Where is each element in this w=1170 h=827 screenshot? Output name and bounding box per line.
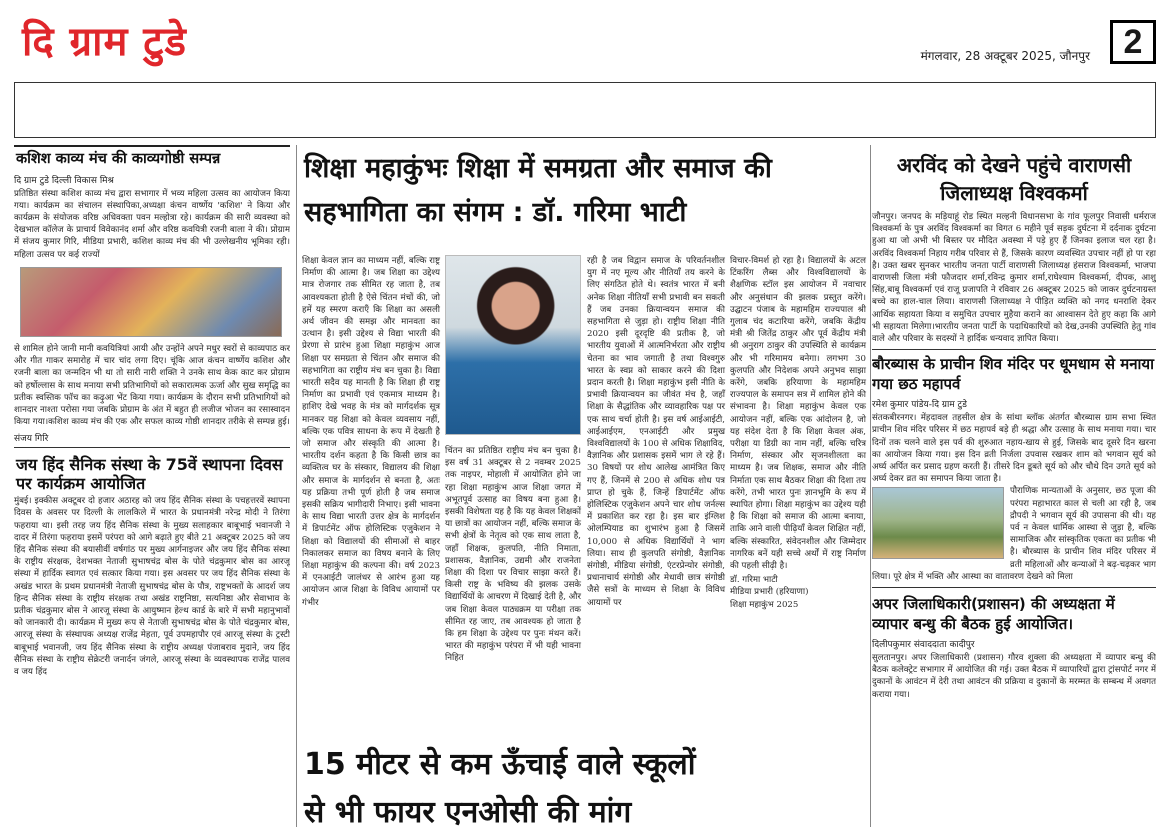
story-column: चिंतन का प्रतिष्ठित राष्ट्रीय मंच बन चुका है। इस वर्ष 31 अक्टूबर से 2 नवम्बर 2025 तक नाइपर, मोहाली में आयोजित होने जा रहा शिक्षा महाकुंभ आज शिक्षा जगत में अभूतपूर्व उत्साह का विषय बना हुआ है। इसकी विशेषता यह है कि यह केवल शिक्षकों या छात्रों का आयोजन नहीं, बल्कि समाज के सभी क्षेत्रों के नेतृत्व को एक साथ लाता है, जहाँ शिक्षक, कुलपति, नीति निमाता, प्रशासक, वैज्ञानिक, उद्यमी और राजनेता शिक्षा की दिशा पर विचार साझा करते हैं। किसी राष्ट्र के भविष्य की झलक उसके विद्यार्थियों के आचरण में दिखाई देती है, और जब शिक्षा केवल पाठ्यक्रम या परीक्षा तक सीमित रह जाए, तब आवश्यक हो जाता है कि हम शिक्षा के उद्देश्य पर पुनः मंथन करें। भारत की महाकुंभ परंपरा में भी यही भावना निहित [445,446,581,664]
advertisement-box [14,82,1156,138]
column-divider [870,145,871,827]
newspaper-brand: दि ग्राम टुडे [22,19,187,65]
left-column [14,145,290,827]
story-column: रही है जब विद्वान समाज के परिवर्तनशील युग में नए मूल्य और नीतियाँ तय करने के लिए संगठित होते थे। स्वतंत्र भारत में बनी अनेक शिक्षा नीतियाँ सभी प्रभावी बन सकती हैं जब उनका क्रियान्वयन समाज की सहभागिता से जुड़ा हो। राष्ट्रीय शिक्षा नीति 2020 इसी दूरदृष्टि की प्रतीक है, जो भारतीय युवाओं में आत्मनिर्भरता और राष्ट्रीय चेतना का भाव जगाती है तथा विश्वगुरु भारत के स्वप्न को साकार करने की दिशा प्रदान करती है। शिक्षा महाकुंभ इसी नीति के प्रभावी क्रियान्वयन का जीवंत मंच है, जहाँ शिक्षा के सैद्धांतिक और व्यावहारिक पक्ष पर एक साथ चर्चा होती है। इस वर्ष आईआईटी, आईआईएम, एनआईटी और प्रमुख विश्वविद्यालयों के 100 से अधिक शिक्षाविद, वैज्ञानिक और प्रशासक इसमें भाग ले रहे हैं। 30 विषयों पर शोध आलेख आमंत्रित किए गए हैं, जिनमें से 200 से अधिक शोध पत्र प्राप्त हो चुके हैं, जिन्हें डिपार्टमेंट ऑफ होलिस्टिक एजुकेशन अपने चार शोध जर्नल्स में प्रकाशित कर रहा है। इस बार इंग्लिश ओलम्पियाड का शुभारंभ हुआ है जिसमें 10,000 से अधिक विद्यार्थियों ने भाग लिया। साथ ही कुलपति संगोष्ठी, वैज्ञानिक संगोष्ठी, मीडिया संगोष्ठी, एंटरप्रेन्योर संगोष्ठी, प्रधानाचार्य संगोष्ठी और मेधावी छात्र संगोष्ठी जैसे सत्रों के माध्यम से शिक्षा के विविध आयामों पर [587,256,725,608]
author-name: डॉ. गरिमा भाटी [730,575,778,586]
event-photo [20,267,282,337]
dateline: मंगलवार, 28 अक्टूबर 2025, जौनपुर [920,49,1090,63]
story-column: शिक्षा केवल ज्ञान का माध्यम नहीं, बल्कि राष्ट्र निर्माण की आत्मा है। जब शिक्षा का उद्देश्य मात्र रोजगार तक सीमित रह जाता है, तब आवश्यकता होती है ऐसे चिंतन मंचों की, जो हमें यह स्मरण कराएँ कि शिक्षा का असली अर्थ जीवन की समझ और मानवता का उत्थान है। इसी उद्देश्य से विद्या भारती की प्रेरणा से प्रारंभ हुआ शिक्षा महाकुंभ आज शिक्षा पर समग्रता से चिंतन और समाज की सहभागिता का राष्ट्रीय मंच बन चुका है। विद्या भारती सदैव यह मानती है कि शिक्षा ही राष्ट्र निर्माण का प्रभावी एवं एकमात्र माध्यम है। हाशिए देखे भवह के मंत्र को मार्गदर्शक सूत्र मानकर यह शिक्षा को केवल व्यवसाय नहीं, बल्कि एक पवित्र साधना के रूप में देखती है जो समाज और संस्कृति की आत्मा है।भारतीय दर्शन कहता है कि किसी छात्र का व्यक्तित्व घर के संस्कार, विद्यालय की शिक्षा और समाज के मार्गदर्शन से बनता है, अतः यह प्रक्रिया तभी पूर्ण होती है जब समाज इसकी सक्रिय भागीदारी निभाए। इसी भावना के साथ विद्या भारती उत्तर क्षेत्र के मार्गदर्शन में डिपार्टमेंट ऑफ होलिस्टिक एजुकेशन ने शिक्षा को विद्यालयों की सीमाओं से बाहर निकालकर समाज का विषय बनाने के लिए शिक्षा महाकुंभ की कल्पना की। वर्ष 2023 में एनआईटी जालंधर से आरंभ हुआ यह आयोजन आज शिक्षा के विविध आयामों पर गंभीर [302,256,440,608]
story-body: सुलतानपुर। अपर जिलाधिकारी (प्रशासन) गौरव शुक्ला की अध्यक्षता में व्यापार बन्धु की बैठक कलेक्ट्रेट सभागार में आयोजित की गई। उक्त बैठक में व्यापारियों द्वारा ट्रांसपोर्ट नगर में दुकानों के आवंटन में देरी तथा आवंटन की प्रक्रिया व दुकानों के मरम्मत के सम्बन्ध में अवगत कराया गया। [872,653,1156,700]
story-divider [14,447,290,448]
story-headline: अपर जिलाधिकारी(प्रशासन) की अध्यक्षता में व्यापार बन्धु की बैठक हुई आयोजित। [872,595,1115,634]
masthead [0,0,1170,80]
author-photo [445,255,581,435]
story-photo-block [872,485,1156,583]
story-headline: जय हिंद सैनिक संस्था के 75वें स्थापना दिवस पर कार्यक्रम आयोजित [16,455,283,493]
second-headline-line: 15 मीटर से कम ऊँचाई वाले स्कूलों [304,747,696,782]
story-body: से शामिल होने जानी मानी कवयित्रियां आयी और उन्होंने अपने मधुर स्वरों से काव्यपाठ कर और गीत गाकर समारोह में चार चांद लगा दिए। चूंकि आज कंचन वार्ष्णेय कशिश और रजनी बाला का जन्मदिन भी था तो सारी नारी शक्ति ने उनके साथ केक काट कर प्रोग्राम को हर्षोल्लास के साथ मनाया सभी प्रतिभागियों को सकारात्मक ऊर्जा और सुख समृद्धि का प्रतीक स्वस्तिक फॉच का कढ़ुआ भेंट किया गया। कार्यक्रम के दौरान सभी प्रतिभागियों को शानदार नाश्ता परोसा गया जबकि प्रोग्राम के अंत में बहुत ही लजीज भोजन का रसास्वादन किया गया।कशिश काव्य मंच की एक और सफल काव्य गोष्ठी शानदार तरीके से सम्पन्न हुई। [14,343,290,428]
story-signoff: संजय गिरि [14,434,49,445]
story-byline: दि ग्राम टुडे दिल्ली विकास मिश्र [14,175,114,186]
story-body: पौराणिक मान्यताओं के अनुसार, छठ पूजा की परंपरा महाभारत काल से चली आ रही है, जब द्रौपदी ने भगवान सूर्य की उपासना की थी। यह पर्व न केवल धार्मिक आस्था से जुड़ा है, बल्कि सामाजिक और सांस्कृतिक एकता का प्रतीक भी है। बौरब्यास के प्राचीन शिव मंदिर परिसर में व्रती महिलाओं और कन्याओं ने बढ़-चढ़कर भाग लिया। पूरे क्षेत्र में भक्ति और आस्था का वातावरण देखने को मिला [872,486,1156,582]
page-number: 2 [1110,20,1156,64]
story-column [730,255,866,611]
author-role: मीडिया प्रभारी (हरियाणा) [730,587,809,598]
story-headline: अरविंद को देखने पहुंचे वाराणसी जिलाध्यक्ष विश्वकर्मा [896,153,1132,205]
chhath-photo [872,487,1004,559]
story-divider [872,587,1156,588]
story-column-text: विचार-विमर्श हो रहा है। विद्यालयों के अटल टिंकरिंग लैब्स और विश्वविद्यालयों के शैक्षणिक स्टॉल इस आयोजन में नवाचार और अनुसंधान की झलक प्रस्तुत करेंगे। उद्घाटन पंजाब के महामहिम राज्यपाल श्री गुलाब चंद कटारिया करेंगे, जबकि केंद्रीय मंत्री श्री जितेंद्र ठाकुर और पूर्व केंद्रीय मंत्री श्री अनुराग ठाकुर की उपस्थिति से कार्यक्रम और भी गरिमामय बनेगा। लगभग 30 कुलपति और निदेशक अपने अनुभव साझा करेंगे, जबकि हरियाणा के महामहिम राज्यपाल के समापन सत्र में शामिल होने की संभावना है। शिक्षा महाकुंभ केवल एक आयोजन नहीं, बल्कि एक आंदोलन है, जो यह संदेश देता है कि शिक्षा केवल अंक, परीक्षा या डिग्री का नाम नहीं, बल्कि चरित्र निर्माण, संस्कार और सृजनशीलता का माध्यम है। जब शिक्षक, समाज और नीति निर्माता एक साथ बैठकर शिक्षा की दिशा तय करेंगे, तभी भारत पुनः ज्ञानभूमि के रूप में स्थापित होगा। शिक्षा महाकुंभ का उद्देश्य यही है कि शिक्षा को समाज की आत्मा बनाया, ताकि आने वाली पीढ़ियाँ केवल शिक्षित नहीं, बल्कि संस्कारित, संवेदनशील और जिम्मेदार नागरिक बनें यही सच्चे अर्थों में राष्ट्र निर्माण की पहली सीढ़ी है। [730,256,866,572]
column-divider [296,145,297,827]
lead-headline: शिक्षा महाकुंभः शिक्षा में समग्रता और समाज की सहभागिता का संगम : डॉ. गरिमा भाटी [304,153,772,228]
story-body: जौनपुर। जनपद के मड़ियाहूं रोड स्थित मल्हनी विधानसभा के गांव फूलपुर निवासी धर्मराज विश्वकर्मा के पुत्र अरविंद विश्वकर्मा का विगत 6 महीने पूर्व सड़क दुर्घटना में दर्दनाक दुर्घटना हुआ था जो अभी भी बिस्तर पर मौदित अवस्था में पड़े हुए हैं जिनका इलाज चल रहा है। अरविंद विश्वकर्मा निहाय गरीब परिवार से हैं, जिसके कारण व्यवस्थित उपचार नहीं हो पा रहा है। उक्त खबर सुनकर भारतीय जनता पार्टी वाराणसी जिलाध्यक्ष हंसराज विश्वकर्मा, भाजपा वाराणसी जिला मंत्री फौजदार शर्मा,रविन्द्र कुमार शर्मा,राघेश्याम विश्वकर्मा, दीपक, आशु सिंह,बाबू विश्वकर्मा एवं राजू प्रजापति ने रविवार 26 अक्टूबर 2025 को जाकर दुर्घटनाग्रस्त बच्चे का हाल-चाल लिया। वाराणसी जिलाध्यक्ष ने पीड़ित व्यक्ति को नगद धनराशि देकर आर्थिक सहायता किया व समुचित उपचार मुहैया कराने का आश्वासन देते हुए कहा कि आगे भी सहायता मिलेगा।भारतीय जनता पार्टी के पदाधिकारियों को देख,उनकी उपस्थिति हेतु गांव वाले और परिवार के सदस्यों ने हार्दिक धन्यवाद ज्ञापित किया। [872,212,1156,345]
story-headline: बौरब्यास के प्राचीन शिव मंदिर पर धूमधाम से मनाया गया छठ महापर्व [872,355,1155,394]
story-body: संतकबीरनगर। मेंहदावल तहसील क्षेत्र के सांथा ब्लॉक अंतर्गत बौरब्यास ग्राम सभा स्थित प्राचीन शिव मंदिर परिसर में छठ महापर्व बड़े ही श्रद्धा और उत्साह के साथ मनाया गया। चार दिनों तक चलने वाले इस पर्व की शुरुआत नहाय-खाय से हुई, जिसके बाद दूसरे दिन खरना का आयोजन किया गया। इस दिन व्रती निर्जला उपवास रखकर शाम को भगवान सूर्य को अर्घ्य अर्पित कर प्रसाद ग्रहण करती हैं। तीसरे दिन डूबते सूर्य को और चौथे दिन उगते सूर्य को अर्घ्य देकर व्रत का समापन किया जाता है। [872,413,1156,485]
story-headline: कशिश काव्य मंच की काव्यगोष्ठी सम्पन्न [16,151,221,167]
story-body: मुंबई। इक्कीस अक्टूबर दो हजार अठारह को जय हिंद सैनिक संस्था के पचहत्तरवें स्थापना दिवस के अवसर पर दिल्ली के लालकिले में भारत के प्रधानमंत्री नरेन्द्र मोदी ने तिरंगा फहराया था। इसी तरह जय हिंद सैनिक संस्था के मुख्य सलाहकार बाबूभाई भवानजी ने दादर में तिरंगा फहराया इसमें परंपरा को आगे बढ़ाते हुए बीते 21 अक्टूबर 2025 को जय हिंद सैनिक संस्था की बयासीवीं वर्षगांठ पर मुख्य आर्गनाइजर और जय हिंद सैनिक संस्था के राष्ट्रीय संरक्षक, देशभक्त नेताजी सुभाषचंद्र बोस के पोते चंद्रकुमार बोस का आरजू संस्था में हार्दिक स्वागत एवं सत्कार किया गया। इस अवसर पर जय हिंद सैनिक संस्था के अखंड भारत के प्रथम प्रधानमंत्री नेताजी सुभाषचंद्र बोस के पौत्र, राष्ट्रभक्तों के आदर्श जय हिन्द सैनिक संस्था के राष्ट्रीय संरक्षक तथा अखंड राष्ट्रनिष्ठा, सत्यनिष्ठा और सेवाभाव के प्रतीक चंद्रकुमार बोस ने आरजू संस्था के आयुष्मान हेल्थ कार्ड के बारे में सभी महानुभावों को जानकारी दी। कार्यक्रम में मुख्य रूप से नेताजी सुभाषचंद्र बोस के पोते चंद्रकुमार बोस, आरजू संस्था के संस्थापक अध्यक्ष राजेंद्र मेहता, पूर्व उपमहापौर एवं आरजू संस्था के ट्रस्टी बाबूभाई भवानजी, जय हिंद सैनिक संस्था के राष्ट्रीय अध्यक्ष पंजाबराव मुदाने, जय हिंद सैनिक संस्था के राष्ट्रीय सेक्रेटरी जनार्दन जंगले, आरजू संस्था के व्यवस्थापक राजेंद्र पालव व जय हिंद [14,496,290,677]
second-headline [304,741,695,827]
story-divider [872,349,1156,350]
right-column [872,145,1156,827]
second-headline-line: से भी फायर एनओसी की मांग [304,795,632,827]
story-byline: रमेश कुमार पांडेय-दि ग्राम टुडे [872,400,967,411]
lead-story-columns [302,255,868,725]
story-body: प्रतिष्ठित संस्था कशिश काव्य मंच द्वारा सभागार में भव्य महिला उत्सव का आयोजन किया गया। कार्यक्रम का संचालन संस्थापिका,अध्यक्षा कंचन वार्ष्णेय 'कशिश' ने किया और कार्यक्रम के संयोजक वरिष्ठ अधिवक्ता पवन मल्होत्रा रहे। कार्यक्रम की सारी व्यवस्था को देखभाल कॉलेज के प्राचार्य विवेकानंद शर्मा और वरिष्ठ कवयित्री रजनी बाला ने की। प्रोग्राम में संजय कुमार गिरि, मीडिया प्रभारी, कशिश काव्य मंच की भी उल्लेखनीय भूमिका रही। महिला उत्सव पर कई राज्यों [14,188,290,260]
story-byline: दिलीपकुमार संवाददाता कादीपुर [872,640,975,651]
author-event: शिक्षा महाकुंभ 2025 [730,599,799,610]
middle-column [302,145,868,827]
